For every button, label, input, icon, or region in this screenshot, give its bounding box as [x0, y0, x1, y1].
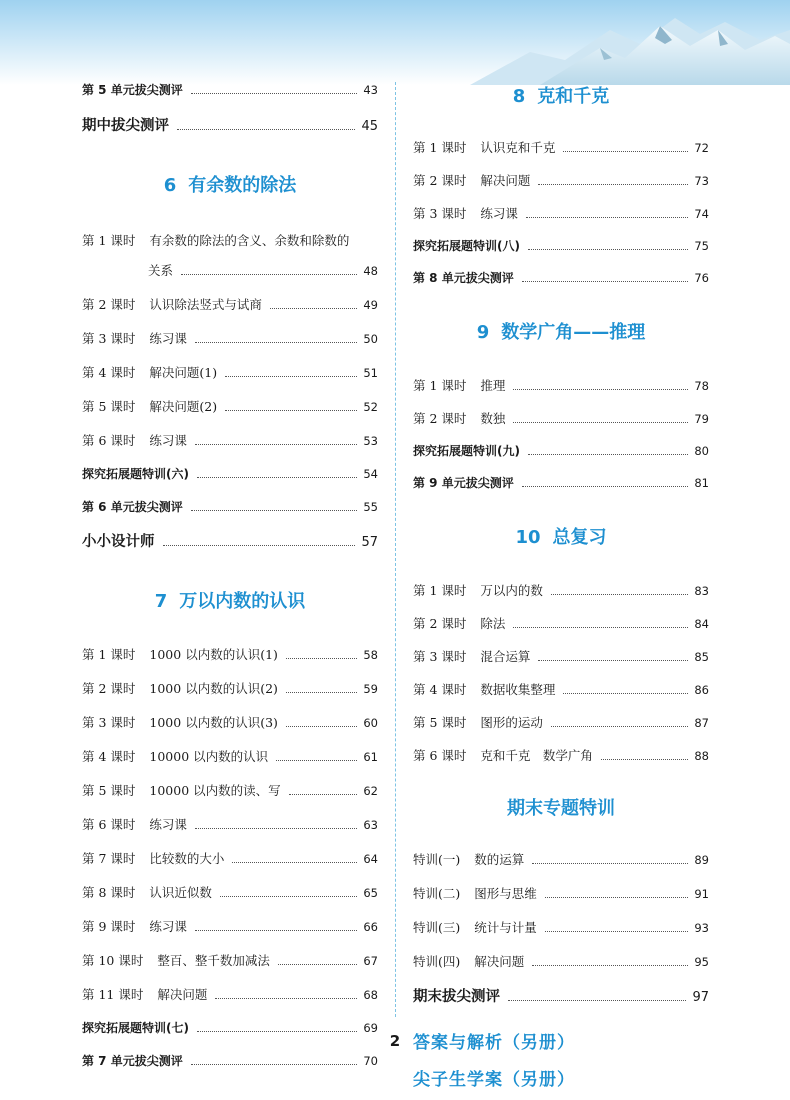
- dot-leader: [195, 342, 357, 343]
- entry-label: 期末拔尖测评: [413, 989, 500, 1005]
- toc-entry[interactable]: [413, 581, 709, 599]
- entry-title: 练习课: [149, 433, 187, 448]
- entry-page: 93: [694, 921, 709, 935]
- toc-right-column: [413, 78, 709, 1090]
- dot-leader: [286, 726, 357, 727]
- entry-label: 第 1 课时: [413, 378, 467, 393]
- dot-leader: [513, 422, 688, 423]
- toc-entry-continuation[interactable]: [82, 261, 378, 279]
- dot-leader: [276, 760, 357, 761]
- entry-title: 图形与思维: [474, 886, 537, 901]
- unit-title: 万以内数的认识: [179, 591, 306, 612]
- toc-entry[interactable]: [413, 985, 709, 1006]
- toc-entry[interactable]: [82, 781, 378, 799]
- dot-leader: [563, 693, 688, 694]
- entry-page: 91: [694, 887, 709, 901]
- entry-page: 49: [363, 298, 378, 312]
- entry-title: 10000 以内数的认识: [149, 749, 269, 764]
- toc-entry[interactable]: [413, 409, 709, 427]
- entry-label: 第 6 单元拔尖测评: [82, 500, 183, 514]
- dot-leader: [220, 896, 357, 897]
- dot-leader: [225, 410, 357, 411]
- entry-label: 探究拓展题特训(九): [413, 444, 520, 458]
- entry-page: 89: [694, 853, 709, 867]
- dot-leader: [286, 692, 357, 693]
- dot-leader: [278, 964, 357, 965]
- entry-title: 克和千克 数学广角: [480, 748, 593, 763]
- mountain-icon: [0, 0, 790, 85]
- dot-leader: [545, 897, 689, 898]
- toc-entry[interactable]: [413, 952, 709, 970]
- toc-entry[interactable]: [82, 1052, 378, 1069]
- entry-title: 认识克和千克: [480, 140, 556, 155]
- entry-label: 第 8 课时: [82, 885, 136, 900]
- dot-leader: [551, 726, 688, 727]
- toc-entry[interactable]: [82, 498, 378, 515]
- entry-title: 比较数的大小: [149, 851, 225, 866]
- entry-page: 51: [363, 366, 378, 380]
- entry-page: 95: [694, 955, 709, 969]
- entry-page: 83: [694, 584, 709, 598]
- entry-label: 期中拔尖测评: [82, 118, 169, 134]
- entry-page: 61: [363, 750, 378, 764]
- entry-label: 第 2 课时: [82, 297, 136, 312]
- entry-page: 68: [363, 988, 378, 1002]
- dot-leader: [191, 510, 358, 511]
- entry-title: 关系: [148, 263, 174, 278]
- toc-entry[interactable]: [413, 442, 709, 459]
- entry-label: 第 6 课时: [82, 817, 136, 832]
- dot-leader: [532, 863, 688, 864]
- toc-entry[interactable]: [413, 884, 709, 902]
- entry-label: 第 4 课时: [82, 749, 136, 764]
- entry-page: 62: [363, 784, 378, 798]
- toc-entry[interactable]: [82, 679, 378, 697]
- entry-label: 第 11 课时: [82, 987, 144, 1002]
- entry-page: 84: [694, 617, 709, 631]
- unit-title: 有余数的除法: [188, 175, 297, 196]
- entry-title: 统计与计量: [474, 920, 537, 935]
- entry-title: 解决问题(1): [149, 365, 218, 380]
- entry-page: 60: [363, 716, 378, 730]
- entry-page: 52: [363, 400, 378, 414]
- unit-heading: [82, 171, 378, 197]
- unit-title: 克和千克: [537, 86, 610, 107]
- entry-page: 58: [363, 648, 378, 662]
- unit-number: 8: [512, 86, 526, 107]
- entry-label: 第 6 课时: [82, 433, 136, 448]
- entry-page: 55: [363, 500, 378, 514]
- entry-label: 第 3 课时: [413, 206, 467, 221]
- toc-left-column: [82, 78, 378, 1069]
- entry-title: 练习课: [149, 331, 187, 346]
- toc-entry[interactable]: [413, 376, 709, 394]
- toc-entry[interactable]: [82, 431, 378, 449]
- entry-title: 解决问题: [474, 954, 525, 969]
- toc-entry[interactable]: [413, 171, 709, 189]
- supplement-answers-link[interactable]: 答案与解析（另册）: [413, 1033, 575, 1053]
- entry-page: 76: [694, 271, 709, 285]
- final-section-heading: [413, 794, 709, 820]
- entry-label: 特训(二): [413, 886, 461, 901]
- dot-leader: [163, 545, 356, 546]
- entry-page: 50: [363, 332, 378, 346]
- entry-title: 图形的运动: [480, 715, 543, 730]
- dot-leader: [545, 931, 689, 932]
- entry-page: 88: [694, 749, 709, 763]
- entry-label: 第 3 课时: [82, 715, 136, 730]
- toc-entry[interactable]: [82, 747, 378, 765]
- toc-entry[interactable]: [413, 746, 709, 764]
- dot-leader: [532, 965, 688, 966]
- entry-label: 第 10 课时: [82, 953, 144, 968]
- entry-label: 特训(四): [413, 954, 461, 969]
- toc-entry[interactable]: [82, 397, 378, 415]
- final-section-title: 期末专题特训: [507, 798, 615, 819]
- entry-label: 第 1 课时: [82, 647, 136, 662]
- entry-label: 第 7 单元拔尖测评: [82, 1054, 183, 1068]
- dot-leader: [215, 998, 357, 999]
- entry-title: 整百、整千数加减法: [157, 953, 270, 968]
- entry-page: 59: [363, 682, 378, 696]
- entry-page: 87: [694, 716, 709, 730]
- entry-label: 第 4 课时: [413, 682, 467, 697]
- dot-leader: [513, 627, 688, 628]
- entry-title: 万以内的数: [480, 583, 543, 598]
- entry-label: 第 5 单元拔尖测评: [82, 83, 183, 97]
- entry-page: 85: [694, 650, 709, 664]
- entry-label: 第 1 课时: [413, 140, 467, 155]
- entry-page: 64: [363, 852, 378, 866]
- unit-title: 数学广角——推理: [501, 322, 646, 343]
- entry-label: 第 2 课时: [413, 411, 467, 426]
- unit-title: 总复习: [552, 527, 607, 548]
- unit-number: 10: [515, 527, 541, 548]
- entry-label: 第 9 单元拔尖测评: [413, 476, 514, 490]
- entry-page: 43: [363, 83, 378, 97]
- entry-title: 认识近似数: [149, 885, 212, 900]
- dot-leader: [522, 281, 689, 282]
- toc-entry[interactable]: [413, 614, 709, 632]
- dot-leader: [191, 93, 358, 94]
- entry-page: 45: [361, 119, 378, 134]
- dot-leader: [177, 129, 355, 130]
- toc-entry[interactable]: [413, 269, 709, 286]
- entry-page: 70: [363, 1054, 378, 1068]
- entry-page: 73: [694, 174, 709, 188]
- unit-heading: [82, 587, 378, 613]
- unit-heading: [413, 523, 709, 549]
- entry-page: 97: [692, 990, 709, 1005]
- toc-entry[interactable]: [413, 204, 709, 222]
- toc-entry[interactable]: [82, 114, 378, 135]
- toc-entry[interactable]: [413, 713, 709, 731]
- entry-title: 解决问题: [157, 987, 208, 1002]
- dot-leader: [181, 274, 357, 275]
- entry-page: 78: [694, 379, 709, 393]
- entry-label: 探究拓展题特训(八): [413, 239, 520, 253]
- entry-title: 数的运算: [474, 852, 525, 867]
- toc-entry[interactable]: [82, 815, 378, 833]
- entry-title: 1000 以内数的认识(2): [149, 681, 278, 696]
- dot-leader: [191, 1064, 358, 1065]
- entry-title: 练习课: [149, 817, 187, 832]
- unit-number: 9: [476, 322, 490, 343]
- toc-entry[interactable]: [82, 530, 378, 551]
- toc-entry[interactable]: [82, 329, 378, 347]
- toc-entry[interactable]: [82, 645, 378, 663]
- toc-entry[interactable]: [413, 474, 709, 491]
- dot-leader: [195, 930, 357, 931]
- entry-label: 第 5 课时: [82, 399, 136, 414]
- entry-label: 第 2 课时: [413, 616, 467, 631]
- toc-entry[interactable]: [82, 295, 378, 313]
- entry-title: 推理: [480, 378, 506, 393]
- unit-number: 7: [154, 591, 168, 612]
- dot-leader: [195, 444, 357, 445]
- entry-title: 有余数的除法的含义、余数和除数的: [149, 233, 350, 248]
- entry-label: 第 9 课时: [82, 919, 136, 934]
- entry-label: 第 1 课时: [413, 583, 467, 598]
- entry-title: 练习课: [480, 206, 518, 221]
- dot-leader: [538, 184, 688, 185]
- dot-leader: [286, 658, 357, 659]
- entry-label: 第 3 课时: [413, 649, 467, 664]
- column-divider: [395, 82, 396, 1017]
- entry-page: 79: [694, 412, 709, 426]
- dot-leader: [528, 249, 688, 250]
- entry-page: 80: [694, 444, 709, 458]
- entry-page: 54: [363, 467, 378, 481]
- entry-title: 数据收集整理: [480, 682, 556, 697]
- entry-title: 混合运算: [480, 649, 531, 664]
- toc-entry[interactable]: [413, 237, 709, 254]
- mountain-banner: [0, 0, 790, 85]
- entry-page: 53: [363, 434, 378, 448]
- supplement-studyguide-link[interactable]: 尖子生学案（另册）: [413, 1070, 575, 1090]
- entry-label: 特训(三): [413, 920, 461, 935]
- dot-leader: [195, 828, 357, 829]
- dot-leader: [526, 217, 688, 218]
- toc-entry[interactable]: [413, 680, 709, 698]
- entry-label: 探究拓展题特训(七): [82, 1021, 189, 1035]
- toc-entry[interactable]: [82, 985, 378, 1003]
- entry-label: 第 3 课时: [82, 331, 136, 346]
- toc-entry[interactable]: [82, 81, 378, 98]
- toc-entry[interactable]: [82, 363, 378, 381]
- dot-leader: [508, 1000, 686, 1001]
- entry-page: 57: [361, 535, 378, 550]
- unit-number: 6: [163, 175, 177, 196]
- dot-leader: [563, 151, 688, 152]
- toc-entry[interactable]: [82, 465, 378, 482]
- unit-heading: [413, 82, 709, 108]
- entry-page: 86: [694, 683, 709, 697]
- dot-leader: [197, 477, 357, 478]
- entry-page: 74: [694, 207, 709, 221]
- entry-label: 第 2 课时: [82, 681, 136, 696]
- unit7-lessons: [82, 645, 378, 1069]
- entry-title: 10000 以内数的读、写: [149, 783, 281, 798]
- entry-page: 75: [694, 239, 709, 253]
- dot-leader: [232, 862, 357, 863]
- entry-page: 48: [363, 264, 378, 278]
- entry-label: 第 2 课时: [413, 173, 467, 188]
- entry-page: 65: [363, 886, 378, 900]
- dot-leader: [289, 794, 358, 795]
- entry-label: 特训(一): [413, 852, 461, 867]
- entry-page: 63: [363, 818, 378, 832]
- entry-page: 69: [363, 1021, 378, 1035]
- entry-page: 72: [694, 141, 709, 155]
- entry-title: 1000 以内数的认识(3): [149, 715, 278, 730]
- toc-entry[interactable]: [82, 713, 378, 731]
- entry-label: 第 5 课时: [82, 783, 136, 798]
- entry-label: 小小设计师: [82, 534, 155, 550]
- toc-entry[interactable]: [82, 231, 378, 249]
- entry-label: 第 8 单元拔尖测评: [413, 271, 514, 285]
- dot-leader: [538, 660, 688, 661]
- dot-leader: [225, 376, 357, 377]
- toc-entry[interactable]: [82, 951, 378, 969]
- toc-entry[interactable]: [82, 883, 378, 901]
- entry-title: 练习课: [149, 919, 187, 934]
- dot-leader: [528, 454, 688, 455]
- entry-title: 解决问题(2): [149, 399, 218, 414]
- entry-title: 1000 以内数的认识(1): [149, 647, 278, 662]
- entry-label: 第 6 课时: [413, 748, 467, 763]
- entry-page: 66: [363, 920, 378, 934]
- toc-entry[interactable]: [82, 849, 378, 867]
- toc-entry[interactable]: [413, 850, 709, 868]
- entry-label: 第 1 课时: [82, 233, 136, 248]
- entry-page: 67: [363, 954, 378, 968]
- entry-label: 第 4 课时: [82, 365, 136, 380]
- dot-leader: [601, 759, 688, 760]
- entry-title: 除法: [480, 616, 506, 631]
- page-number: 2: [389, 1032, 401, 1050]
- toc-entry[interactable]: [413, 918, 709, 936]
- entry-title: 认识除法竖式与试商: [149, 297, 262, 312]
- entry-label: 探究拓展题特训(六): [82, 467, 189, 481]
- entry-title: 解决问题: [480, 173, 531, 188]
- dot-leader: [522, 486, 689, 487]
- entry-title: 数独: [480, 411, 506, 426]
- entry-label: 第 7 课时: [82, 851, 136, 866]
- toc-entry[interactable]: [413, 138, 709, 156]
- unit-heading: [413, 318, 709, 344]
- entry-label: 第 5 课时: [413, 715, 467, 730]
- toc-entry[interactable]: [82, 917, 378, 935]
- toc-entry[interactable]: [413, 647, 709, 665]
- dot-leader: [270, 308, 357, 309]
- entry-page: 81: [694, 476, 709, 490]
- dot-leader: [513, 389, 688, 390]
- dot-leader: [551, 594, 688, 595]
